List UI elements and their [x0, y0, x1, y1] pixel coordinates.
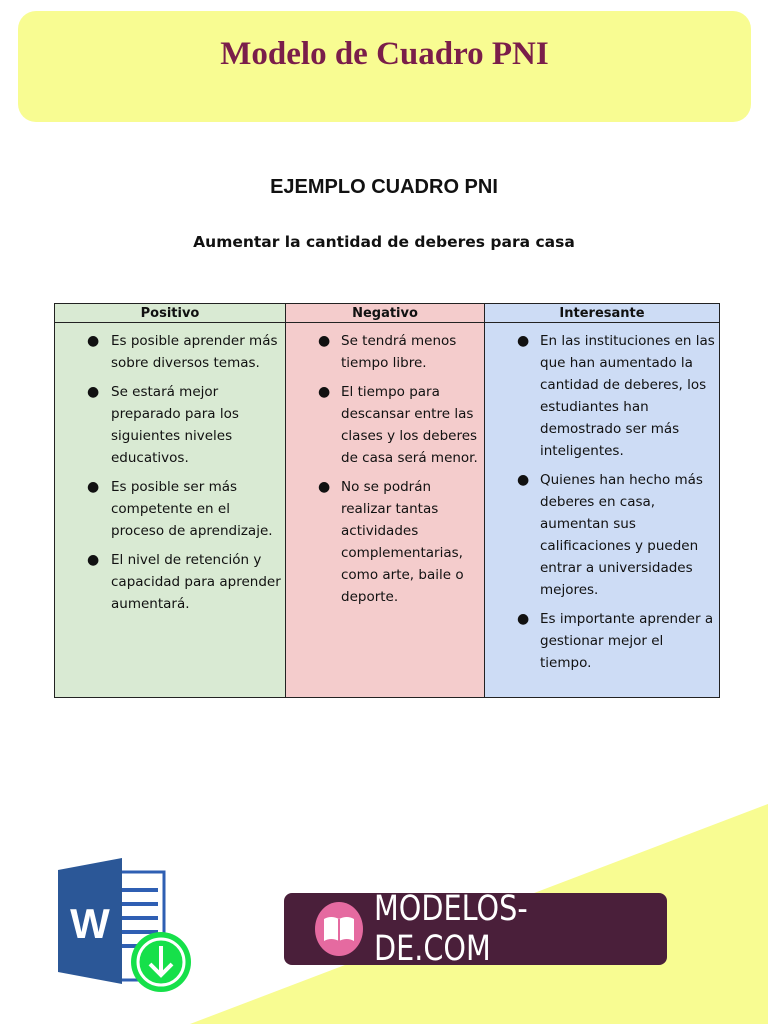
- bullet-icon: ●: [517, 472, 530, 488]
- column-header-interesante: Interesante: [485, 304, 719, 323]
- bullet-icon: ●: [517, 333, 530, 349]
- bullet-icon: ●: [318, 333, 331, 349]
- bullet-icon: ●: [318, 384, 331, 400]
- list-item: ● Se estará mejor preparado para los siguientes niveles educativos.: [55, 381, 285, 469]
- column-header-negativo: Negativo: [285, 304, 485, 323]
- list-item: ● Quienes han hecho más deberes en casa, aumentan sus calificaciones y pueden entrar a universidades mejores.: [485, 469, 719, 601]
- page-title: Modelo de Cuadro PNI: [220, 36, 549, 72]
- document-subheading: Aumentar la cantidad de deberes para casa: [193, 233, 575, 251]
- bullet-icon: ●: [318, 479, 331, 495]
- bullet-icon: ●: [87, 333, 100, 349]
- list-item: ● El nivel de retención y capacidad para aprender aumentará.: [55, 549, 285, 615]
- column-header-positivo: Positivo: [55, 304, 285, 323]
- list-item: ● Es posible ser más competente en el proceso de aprendizaje.: [55, 476, 285, 542]
- bullet-icon: ●: [87, 479, 100, 495]
- column-interesante: [485, 323, 719, 697]
- brand-badge[interactable]: [284, 889, 667, 969]
- svg-text:W: W: [70, 900, 110, 947]
- title-banner: [18, 11, 751, 122]
- document-heading: EJEMPLO CUADRO PNI: [270, 176, 498, 198]
- list-item: ● En las instituciones en las que han aumentado la cantidad de deberes, los estudiantes han demostrado ser más inteligentes.: [485, 330, 719, 462]
- list-item: ● Es importante aprender a gestionar mejor el tiempo.: [485, 608, 719, 674]
- list-item: ● Es posible aprender más sobre diversos temas.: [55, 330, 285, 374]
- brand-text: MODELOS-DE.COM: [373, 889, 528, 969]
- column-negativo: [285, 323, 485, 697]
- list-item: ● No se podrán realizar tantas actividades complementarias, como arte, baile o deporte.: [286, 476, 484, 608]
- list-item: ● Se tendrá menos tiempo libre.: [286, 330, 484, 374]
- bullet-icon: ●: [517, 611, 530, 627]
- pni-table: [54, 303, 720, 698]
- bullet-icon: ●: [87, 384, 100, 400]
- word-download-icon[interactable]: [58, 858, 198, 998]
- book-icon: [315, 902, 363, 956]
- column-positivo: [55, 323, 285, 697]
- list-item: ● El tiempo para descansar entre las clases y los deberes de casa será menor.: [286, 381, 484, 469]
- bullet-icon: ●: [87, 552, 100, 568]
